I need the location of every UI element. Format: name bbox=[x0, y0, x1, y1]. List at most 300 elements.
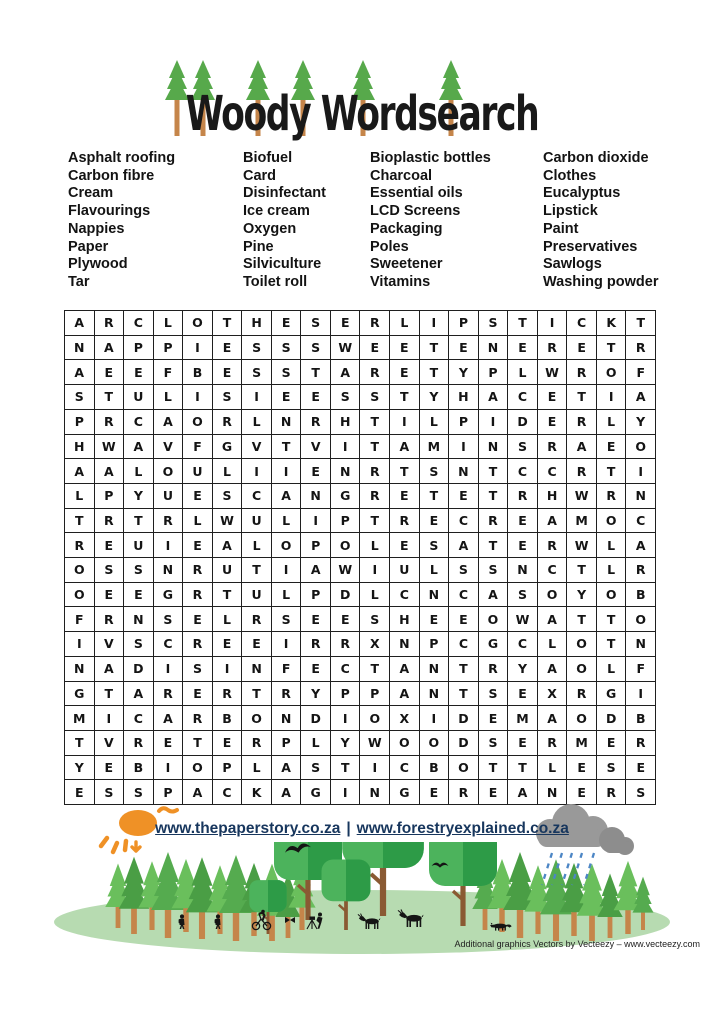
grid-cell: P bbox=[301, 533, 330, 557]
grid-cell: I bbox=[272, 632, 301, 656]
grid-cell: E bbox=[449, 336, 478, 360]
paperstory-link[interactable]: www.thepaperstory.co.za bbox=[155, 820, 341, 837]
grid-cell: L bbox=[65, 484, 94, 508]
grid-cell: R bbox=[331, 632, 360, 656]
grid-cell: H bbox=[65, 435, 94, 459]
grid-cell: O bbox=[360, 706, 389, 730]
grid-cell: E bbox=[301, 385, 330, 409]
grid-cell: E bbox=[449, 484, 478, 508]
grid-cell: C bbox=[124, 410, 153, 434]
grid-cell: S bbox=[626, 780, 655, 804]
logo bbox=[0, 58, 724, 154]
grid-cell: A bbox=[538, 509, 567, 533]
page-title: Woody Wordsearch bbox=[185, 86, 539, 142]
grid-cell: P bbox=[420, 632, 449, 656]
word-item: Sawlogs bbox=[543, 256, 602, 273]
grid-cell: O bbox=[183, 756, 212, 780]
grid-cell: A bbox=[95, 657, 124, 681]
grid-cell: T bbox=[626, 311, 655, 335]
grid-cell: A bbox=[213, 533, 242, 557]
grid-cell: U bbox=[124, 533, 153, 557]
grid-cell: R bbox=[479, 509, 508, 533]
word-item: Bioplastic bottles bbox=[370, 150, 491, 166]
word-item: Biofuel bbox=[243, 150, 293, 166]
grid-cell: R bbox=[538, 336, 567, 360]
grid-cell: E bbox=[301, 607, 330, 631]
word-item: Lipstick bbox=[543, 203, 598, 220]
grid-cell: R bbox=[95, 607, 124, 631]
grid-cell: N bbox=[479, 336, 508, 360]
grid-cell: S bbox=[272, 607, 301, 631]
grid-cell: A bbox=[183, 780, 212, 804]
grid-cell: R bbox=[479, 657, 508, 681]
grid-cell: L bbox=[242, 756, 271, 780]
word-item: Disinfectant bbox=[243, 185, 326, 202]
grid-cell: V bbox=[301, 435, 330, 459]
grid-cell: R bbox=[154, 509, 183, 533]
grid-cell: L bbox=[154, 311, 183, 335]
grid-cell: R bbox=[597, 780, 626, 804]
grid-cell: I bbox=[479, 410, 508, 434]
grid-cell: T bbox=[479, 756, 508, 780]
grid-cell: T bbox=[183, 731, 212, 755]
grid-cell: M bbox=[508, 706, 537, 730]
grid-cell: I bbox=[420, 706, 449, 730]
grid-cell: W bbox=[95, 435, 124, 459]
word-list bbox=[0, 150, 724, 295]
grid-cell: I bbox=[242, 385, 271, 409]
grid-cell: N bbox=[154, 558, 183, 582]
grid-cell: S bbox=[154, 607, 183, 631]
grid-cell: O bbox=[183, 311, 212, 335]
grid-cell: A bbox=[567, 435, 596, 459]
grid-cell: S bbox=[508, 435, 537, 459]
grid-cell: A bbox=[272, 756, 301, 780]
grid-cell: E bbox=[508, 533, 537, 557]
grid-cell: C bbox=[449, 632, 478, 656]
word-item: Poles bbox=[370, 238, 409, 255]
grid-cell: S bbox=[420, 459, 449, 483]
grid-cell: C bbox=[538, 558, 567, 582]
word-item: Carbon fibre bbox=[68, 167, 155, 184]
word-list-column bbox=[243, 150, 326, 292]
grid-cell: T bbox=[242, 558, 271, 582]
grid-cell: O bbox=[597, 583, 626, 607]
grid-cell: I bbox=[331, 706, 360, 730]
grid-cell: N bbox=[124, 607, 153, 631]
grid-cell: I bbox=[331, 780, 360, 804]
grid-cell: P bbox=[331, 509, 360, 533]
grid-cell: U bbox=[154, 484, 183, 508]
grid-cell: D bbox=[449, 706, 478, 730]
grid-cell: I bbox=[420, 311, 449, 335]
grid-cell: A bbox=[301, 558, 330, 582]
grid-cell: A bbox=[272, 484, 301, 508]
grid-cell: F bbox=[272, 657, 301, 681]
grid-cell: S bbox=[95, 780, 124, 804]
grid-cell: C bbox=[449, 583, 478, 607]
grid-cell: R bbox=[154, 682, 183, 706]
grid-cell: Y bbox=[449, 360, 478, 384]
grid-cell: T bbox=[95, 385, 124, 409]
grid-cell: G bbox=[479, 632, 508, 656]
grid-cell: H bbox=[449, 385, 478, 409]
grid-cell: U bbox=[242, 509, 271, 533]
grid-cell: X bbox=[390, 706, 419, 730]
grid-cell: T bbox=[420, 484, 449, 508]
grid-cell: A bbox=[479, 385, 508, 409]
grid-cell: E bbox=[597, 435, 626, 459]
grid-cell: O bbox=[479, 607, 508, 631]
grid-cell: N bbox=[479, 435, 508, 459]
grid-cell: O bbox=[154, 459, 183, 483]
grid-cell: Y bbox=[626, 410, 655, 434]
grid-cell: L bbox=[360, 533, 389, 557]
word-item: Packaging bbox=[370, 220, 443, 237]
grid-cell: A bbox=[65, 311, 94, 335]
grid-cell: N bbox=[420, 682, 449, 706]
grid-cell: T bbox=[390, 385, 419, 409]
grid-cell: R bbox=[213, 682, 242, 706]
grid-cell: P bbox=[272, 731, 301, 755]
grid-cell: I bbox=[183, 385, 212, 409]
word-item: Nappies bbox=[68, 220, 125, 237]
grid-cell: E bbox=[508, 509, 537, 533]
footer-links bbox=[0, 820, 724, 838]
grid-cell: R bbox=[272, 682, 301, 706]
grid-cell: B bbox=[420, 756, 449, 780]
grid-cell: O bbox=[272, 533, 301, 557]
rain-cloud-icon bbox=[522, 803, 636, 889]
grid-cell: E bbox=[213, 360, 242, 384]
grid-cell: L bbox=[508, 360, 537, 384]
grid-cell: O bbox=[567, 706, 596, 730]
grid-cell: E bbox=[567, 756, 596, 780]
grid-cell: D bbox=[508, 410, 537, 434]
word-item: Cream bbox=[68, 185, 114, 202]
grid-cell: W bbox=[360, 731, 389, 755]
grid-cell: I bbox=[242, 459, 271, 483]
grid-cell: E bbox=[95, 533, 124, 557]
grid-cell: P bbox=[301, 583, 330, 607]
grid-cell: Y bbox=[567, 583, 596, 607]
grid-cell: E bbox=[390, 533, 419, 557]
grid-cell: I bbox=[301, 509, 330, 533]
grid-cell: T bbox=[449, 657, 478, 681]
grid-cell: T bbox=[213, 583, 242, 607]
word-item: Sweetener bbox=[370, 256, 443, 273]
grid-cell: I bbox=[360, 558, 389, 582]
sun-icon bbox=[96, 804, 188, 876]
grid-cell: T bbox=[597, 607, 626, 631]
grid-cell: R bbox=[183, 632, 212, 656]
grid-cell: E bbox=[183, 533, 212, 557]
grid-cell: U bbox=[124, 385, 153, 409]
grid-cell: R bbox=[242, 607, 271, 631]
grid-cell: O bbox=[65, 558, 94, 582]
grid-cell: W bbox=[213, 509, 242, 533]
grid-cell: V bbox=[154, 435, 183, 459]
grid-cell: W bbox=[331, 558, 360, 582]
grid-cell: E bbox=[183, 484, 212, 508]
grid-cell: L bbox=[597, 558, 626, 582]
grid-cell: E bbox=[183, 682, 212, 706]
grid-cell: E bbox=[301, 657, 330, 681]
grid-cell: S bbox=[124, 780, 153, 804]
grid-cell: W bbox=[331, 336, 360, 360]
grid-cell: N bbox=[301, 484, 330, 508]
grid-cell: R bbox=[65, 533, 94, 557]
grid-cell: E bbox=[95, 360, 124, 384]
word-item: Asphalt roofing bbox=[68, 150, 176, 166]
grid-cell: T bbox=[479, 459, 508, 483]
grid-cell: E bbox=[420, 509, 449, 533]
grid-cell: B bbox=[124, 756, 153, 780]
grid-cell: P bbox=[360, 682, 389, 706]
grid-cell: Y bbox=[124, 484, 153, 508]
grid-cell: S bbox=[65, 385, 94, 409]
grid-cell: D bbox=[449, 731, 478, 755]
grid-cell: S bbox=[479, 682, 508, 706]
grid-cell: S bbox=[213, 385, 242, 409]
grid-cell: N bbox=[420, 583, 449, 607]
grid-cell: N bbox=[65, 336, 94, 360]
grid-cell: T bbox=[242, 682, 271, 706]
grid-cell: T bbox=[508, 756, 537, 780]
grid-cell: G bbox=[301, 780, 330, 804]
grid-cell: C bbox=[124, 706, 153, 730]
grid-cell: L bbox=[213, 607, 242, 631]
grid-cell: S bbox=[272, 360, 301, 384]
grid-cell: G bbox=[597, 682, 626, 706]
word-item: Essential oils bbox=[370, 185, 463, 202]
grid-cell: L bbox=[538, 756, 567, 780]
grid-cell: C bbox=[242, 484, 271, 508]
grid-cell: Y bbox=[65, 756, 94, 780]
grid-cell: F bbox=[626, 360, 655, 384]
grid-cell: E bbox=[479, 706, 508, 730]
grid-cell: S bbox=[301, 336, 330, 360]
grid-cell: E bbox=[538, 410, 567, 434]
grid-cell: S bbox=[272, 336, 301, 360]
grid-cell: Y bbox=[508, 657, 537, 681]
grid-cell: R bbox=[567, 682, 596, 706]
word-item: Clothes bbox=[543, 167, 597, 184]
grid-cell: A bbox=[626, 533, 655, 557]
grid-cell: M bbox=[567, 731, 596, 755]
grid-cell: C bbox=[626, 509, 655, 533]
grid-cell: T bbox=[360, 410, 389, 434]
word-item: Card bbox=[243, 167, 277, 184]
grid-cell: R bbox=[626, 558, 655, 582]
grid-cell: R bbox=[538, 533, 567, 557]
grid-cell: E bbox=[331, 607, 360, 631]
grid-cell: A bbox=[272, 780, 301, 804]
grid-cell: T bbox=[360, 509, 389, 533]
grid-cell: S bbox=[420, 533, 449, 557]
grid-cell: E bbox=[479, 780, 508, 804]
grid-cell: G bbox=[154, 583, 183, 607]
grid-cell: I bbox=[272, 459, 301, 483]
grid-cell: O bbox=[626, 435, 655, 459]
forestryexplained-link[interactable]: www.forestryexplained.co.za bbox=[356, 820, 569, 837]
grid-cell: C bbox=[390, 756, 419, 780]
grid-cell: T bbox=[567, 607, 596, 631]
grid-cell: N bbox=[508, 558, 537, 582]
grid-cell: S bbox=[124, 632, 153, 656]
grid-cell: I bbox=[65, 632, 94, 656]
grid-cell: I bbox=[538, 311, 567, 335]
grid-cell: T bbox=[360, 657, 389, 681]
grid-cell: Y bbox=[420, 385, 449, 409]
grid-cell: A bbox=[390, 435, 419, 459]
grid-cell: S bbox=[508, 583, 537, 607]
grid-cell: R bbox=[124, 731, 153, 755]
grid-cell: A bbox=[154, 410, 183, 434]
grid-cell: I bbox=[213, 657, 242, 681]
grid-cell: E bbox=[272, 311, 301, 335]
grid-cell: I bbox=[183, 336, 212, 360]
grid-cell: I bbox=[331, 435, 360, 459]
grid-cell: L bbox=[124, 459, 153, 483]
grid-cell: I bbox=[154, 533, 183, 557]
grid-cell: T bbox=[597, 336, 626, 360]
grid-cell: T bbox=[124, 509, 153, 533]
grid-cell: G bbox=[65, 682, 94, 706]
grid-cell: E bbox=[360, 336, 389, 360]
grid-cell: E bbox=[420, 607, 449, 631]
grid-cell: P bbox=[154, 780, 183, 804]
grid-cell: W bbox=[567, 533, 596, 557]
grid-cell: E bbox=[242, 632, 271, 656]
grid-cell: N bbox=[626, 484, 655, 508]
grid-cell: E bbox=[124, 583, 153, 607]
grid-cell: R bbox=[538, 731, 567, 755]
word-item: Toilet roll bbox=[243, 273, 308, 290]
grid-cell: T bbox=[567, 558, 596, 582]
grid-cell: M bbox=[65, 706, 94, 730]
grid-cell: E bbox=[626, 756, 655, 780]
grid-cell: S bbox=[242, 336, 271, 360]
grid-cell: A bbox=[538, 706, 567, 730]
grid-cell: L bbox=[390, 311, 419, 335]
grid-cell: D bbox=[597, 706, 626, 730]
grid-cell: A bbox=[538, 657, 567, 681]
grid-cell: N bbox=[390, 632, 419, 656]
grid-cell: E bbox=[508, 336, 537, 360]
grid-cell: E bbox=[390, 484, 419, 508]
grid-cell: F bbox=[183, 435, 212, 459]
grid-cell: A bbox=[331, 360, 360, 384]
grid-cell: A bbox=[390, 657, 419, 681]
grid-cell: P bbox=[154, 336, 183, 360]
grid-cell: P bbox=[449, 311, 478, 335]
grid-cell: R bbox=[449, 780, 478, 804]
grid-cell: E bbox=[508, 731, 537, 755]
word-item: Oxygen bbox=[243, 220, 297, 237]
grid-cell: H bbox=[331, 410, 360, 434]
grid-cell: P bbox=[95, 484, 124, 508]
grid-cell: M bbox=[420, 435, 449, 459]
grid-cell: C bbox=[213, 780, 242, 804]
grid-cell: E bbox=[301, 459, 330, 483]
word-item: LCD Screens bbox=[370, 203, 461, 220]
grid-cell: R bbox=[242, 731, 271, 755]
grid-cell: T bbox=[479, 533, 508, 557]
grid-cell: W bbox=[567, 484, 596, 508]
grid-cell: L bbox=[154, 385, 183, 409]
grid-cell: S bbox=[479, 311, 508, 335]
grid-cell: E bbox=[390, 336, 419, 360]
attribution-text: Additional graphics Vectors by Vecteezy – www.vecteezy.com bbox=[454, 939, 700, 949]
grid-cell: I bbox=[390, 410, 419, 434]
grid-cell: S bbox=[95, 558, 124, 582]
grid-cell: U bbox=[390, 558, 419, 582]
link-separator: | bbox=[346, 820, 351, 837]
grid-cell: I bbox=[597, 385, 626, 409]
grid-cell: T bbox=[420, 336, 449, 360]
word-item: Ice cream bbox=[243, 203, 310, 220]
grid-cell: I bbox=[95, 706, 124, 730]
grid-cell: N bbox=[65, 657, 94, 681]
grid-cell: L bbox=[597, 410, 626, 434]
grid-cell: S bbox=[360, 607, 389, 631]
grid-cell: I bbox=[626, 459, 655, 483]
grid-cell: U bbox=[213, 558, 242, 582]
grid-cell: G bbox=[213, 435, 242, 459]
grid-cell: U bbox=[242, 583, 271, 607]
grid-cell: R bbox=[360, 459, 389, 483]
grid-cell: T bbox=[213, 311, 242, 335]
grid-cell: A bbox=[65, 459, 94, 483]
grid-cell: B bbox=[626, 706, 655, 730]
grid-cell: C bbox=[154, 632, 183, 656]
grid-cell: Y bbox=[301, 682, 330, 706]
grid-cell: R bbox=[183, 583, 212, 607]
wordsearch-grid bbox=[64, 310, 656, 805]
grid-cell: R bbox=[626, 731, 655, 755]
grid-cell: K bbox=[242, 780, 271, 804]
grid-cell: R bbox=[183, 558, 212, 582]
grid-cell: N bbox=[272, 410, 301, 434]
grid-cell: C bbox=[567, 311, 596, 335]
grid-cell: E bbox=[183, 607, 212, 631]
grid-cell: T bbox=[508, 311, 537, 335]
word-item: Vitamins bbox=[370, 273, 431, 290]
grid-cell: R bbox=[213, 410, 242, 434]
grid-cell: L bbox=[420, 558, 449, 582]
grid-cell: O bbox=[390, 731, 419, 755]
grid-cell: W bbox=[508, 607, 537, 631]
grid-cell: E bbox=[95, 756, 124, 780]
word-item: Paint bbox=[543, 220, 579, 237]
grid-cell: L bbox=[183, 509, 212, 533]
grid-cell: R bbox=[95, 311, 124, 335]
grid-cell: S bbox=[213, 484, 242, 508]
grid-cell: T bbox=[420, 360, 449, 384]
grid-cell: N bbox=[272, 706, 301, 730]
word-item: Paper bbox=[68, 238, 109, 255]
grid-cell: S bbox=[597, 756, 626, 780]
grid-cell: H bbox=[390, 607, 419, 631]
grid-cell: V bbox=[95, 632, 124, 656]
grid-cell: F bbox=[626, 657, 655, 681]
grid-cell: L bbox=[301, 731, 330, 755]
grid-cell: L bbox=[213, 459, 242, 483]
grid-cell: R bbox=[567, 410, 596, 434]
grid-cell: F bbox=[154, 360, 183, 384]
grid-cell: L bbox=[597, 657, 626, 681]
